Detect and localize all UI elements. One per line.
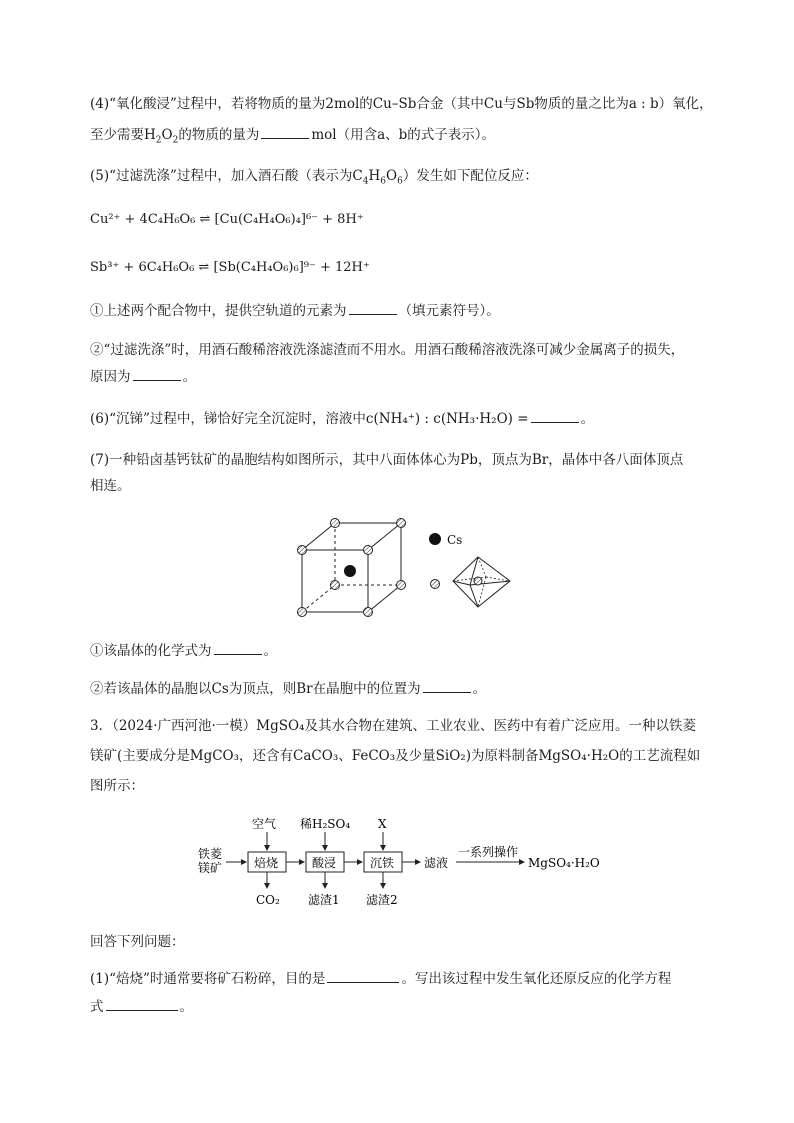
q7-line1: (7)一种铅卤基钙钛矿的晶胞结构如图所示，其中八面体体心为Pb，顶点为Br，晶体中各八面体顶点 [90,452,684,468]
q5-sub2-line1: ②“过滤洗涤”时，用酒石酸稀溶液洗涤滤渣而不用水。用酒石酸稀溶液洗涤可减少金属离子的损失， [90,342,685,358]
output-co2: CO₂ [256,893,280,907]
output-residue-2: 滤渣2 [366,893,398,907]
q5-sub2-line2: 原因为 。 [90,366,196,387]
q3-line3: 图所示： [90,778,144,794]
q5-equation-1: Cu²⁺ + 4C₄H₆O₆ ⇌ [Cu(C₄H₄O₆)₄]⁶⁻ + 8H⁺ [90,212,364,227]
filtrate-label: 滤液 [424,856,449,870]
answer-blank[interactable] [531,408,579,423]
q5-equation-2: Sb³⁺ + 6C₄H₆O₆ ⇌ [Sb(C₄H₄O₆)₆]⁹⁻ + 12H⁺ [90,260,370,275]
input-air: 空气 [252,817,277,831]
input-dilute-acid: 稀H₂SO₄ [300,817,351,831]
q3-line1: 3．（2024·广西河池·一模）MgSO₄及其水合物在建筑、工业农业、医药中有着广泛应用。一种以铁菱 [90,718,696,734]
q5-sub1: ①上述两个配合物中，提供空轨道的元素为 （填元素符号）。 [90,300,500,321]
q5-intro: (5)“过滤洗涤”过程中，加入酒石酸（表示为$C_4H_6O_6$）发生如下配位反应： [90,168,538,187]
legend-cs-label: Cs [447,533,463,547]
q4-line2: 至少需要$H_2O_2$的物质的量为 mol（用含a、b的式子表示）。 [90,124,495,151]
q6-line: (6)“沉锑”过程中，锑恰好完全沉淀时，溶液中c(NH₄⁺) : c(NH₃·H₂O) = 。 [90,408,594,429]
answer-q1-line2: 式 。 [90,996,193,1017]
process-flow-svg [196,814,616,910]
answer-blank[interactable] [214,640,262,655]
raw-material-line1: 铁菱 [198,847,223,861]
answer-blank[interactable] [327,968,399,983]
answer-blank[interactable] [349,300,397,315]
q7-sub2: ②若该晶体的晶胞以Cs为顶点，则Br在晶胞中的位置为 。 [90,678,486,699]
roast-label: 焙烧 [254,856,279,870]
answer-blank[interactable] [261,124,309,139]
raw-material-line2: 镁矿 [198,861,223,875]
q7-line2: 相连。 [90,478,131,494]
answer-intro: 回答下列问题： [90,934,185,950]
q7-sub1: ①该晶体的化学式为 。 [90,640,277,661]
crystal-cell-svg [290,515,520,625]
answer-q1-line1: (1)“焙烧”时通常要将矿石粉碎，目的是 。写出该过程中发生氧化还原反应的化学方程 [90,968,671,989]
acid-leach-label: 酸浸 [312,856,337,870]
series-operations-label: 一系列操作 [458,845,519,859]
crystal-cell-figure [290,515,520,629]
input-x: X [378,817,387,831]
q3-line2: 镁矿(主要成分是MgCO₃，还含有CaCO₃、FeCO₃及少量SiO₂)为原料制备MgSO₄·H₂O的工艺流程如 [90,748,701,764]
answer-blank[interactable] [423,678,471,693]
iron-precipitation-label: 沉铁 [370,856,395,870]
output-residue-1: 滤渣1 [308,893,340,907]
answer-blank[interactable] [106,996,178,1011]
product-label: MgSO₄·H₂O [528,856,600,870]
answer-blank[interactable] [133,366,181,381]
process-flow-diagram [196,814,616,914]
q4-line1: (4)“氧化酸浸”过程中，若将物质的量为2mol的Cu–Sb合金（其中Cu与Sb物质的量之比为a : b）氧化， [90,96,713,112]
